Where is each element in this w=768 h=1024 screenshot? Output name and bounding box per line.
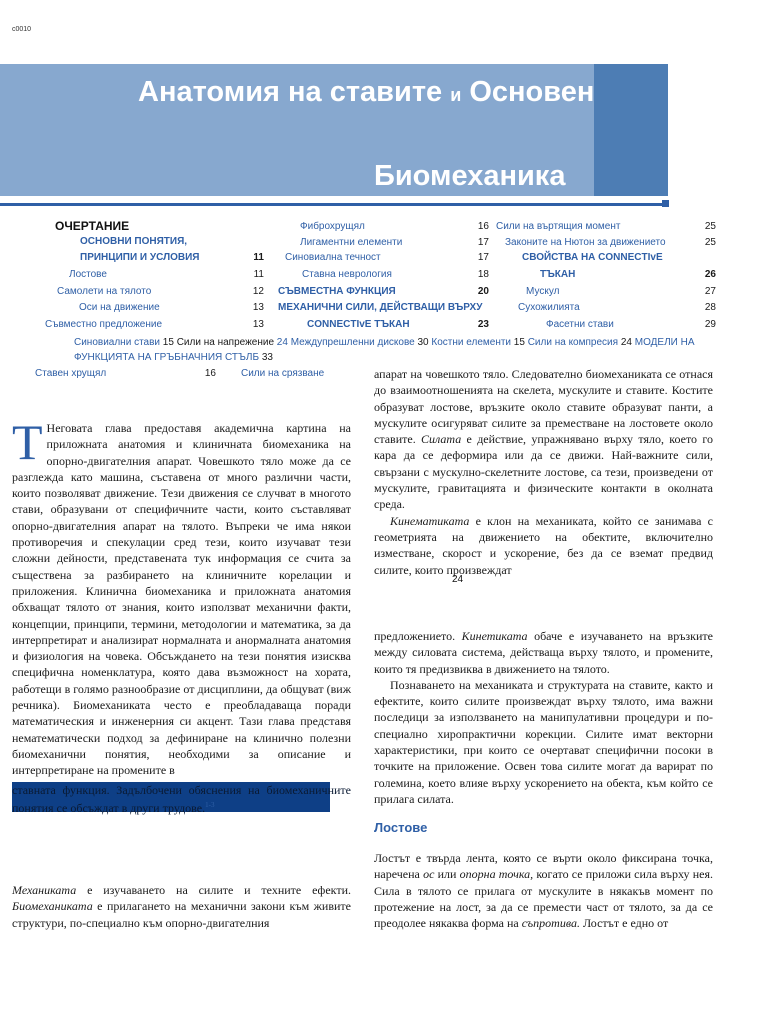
term-axis: ос: [423, 867, 435, 882]
outline-entry[interactable]: ОСНОВНИ ПОНЯТИЯ,: [80, 236, 188, 247]
definition-text: е изучаването на силите и техните ефекти.: [76, 883, 351, 897]
term-pivot: опорна точка,: [459, 867, 534, 882]
outline-entry[interactable]: СЪВМЕСТНА ФУНКЦИЯ: [278, 286, 396, 297]
body-text: Лостът е едно от: [579, 916, 669, 931]
title-part2: Основен: [469, 76, 595, 108]
term-kinetics: Кинетиката: [461, 629, 528, 643]
outline-page: 25: [704, 221, 716, 232]
body-text: е действие, упражнявано върху тяло, което го кара да се деформира или да се движи. Най-важните сили, свързани с мускулно-скелетните лостове, са тези, произведени от мускулите, гравитацията и физическите контакти в околната среда.: [374, 432, 714, 512]
definition-text: е прилагането на механични закони към живите структури, по-специално към опорно-двигателния: [12, 899, 351, 930]
outline-entry[interactable]: Ставен хрущял: [35, 368, 107, 379]
outline-page: 17: [477, 237, 489, 248]
intro-paragraph: [12, 414, 351, 778]
outline-page: 15: [162, 337, 174, 348]
outline-entry[interactable]: Фиброхрущял: [300, 221, 365, 232]
outline-entry[interactable]: СВОЙСТВА НА CONNECTIvE: [522, 252, 663, 263]
body-text: апарат на човешкото тяло. Следователно биомеханиката се отнася до взаимоотношенията на скелета, мускулите и ставите. Костите образуват лостове, връзките около ставите образуват панти, а мускулите осигуряват силите за преместване на лостовете около ставите.: [374, 367, 713, 447]
body-text: когато се приложи сила върху нея. Сила в тялото се прилага от мускулите в някакъв момент по протежение на лост, за да се премести част от тялото, за да се преодолее някаква форма на: [374, 867, 713, 931]
title-banner-accent: [594, 64, 668, 196]
outline-entry[interactable]: ТЪКАН: [540, 269, 576, 280]
outline-page: 12: [252, 286, 264, 297]
outline-page: 26: [704, 269, 716, 280]
outline-entry[interactable]: Сили на срязване: [241, 368, 325, 379]
outline-page: 13: [252, 319, 264, 330]
outline-page: 27: [704, 286, 716, 297]
outline-page: 33: [261, 352, 273, 363]
section-heading-levers: Лостове: [374, 820, 428, 835]
outline-entry[interactable]: Сухожилията: [518, 302, 580, 313]
term-kinematics: Кинематиката: [390, 513, 470, 528]
outline-page: 23: [477, 319, 489, 330]
right-column-text: [374, 628, 713, 807]
outline-page: 11: [253, 269, 264, 280]
body-text: Лостът е твърда лента, която се върти около фиксирана точка, наречена: [374, 851, 713, 882]
title-underline: [0, 203, 668, 206]
outline-heading: ОЧЕРТАНИЕ: [55, 219, 130, 233]
outline-entry[interactable]: Сили на компресия: [527, 337, 619, 348]
outline-page: 30: [417, 337, 429, 348]
outline-page: 18: [477, 269, 489, 280]
intro-refs[interactable]: 1-3: [205, 801, 215, 809]
term-resistance: съпротива.: [521, 916, 580, 931]
title-part1: Анатомия на ставите: [138, 76, 443, 108]
body-text: Познаването на механиката и структурата на ставите, както и ефектите, които силите произвеждат върху тялото, има важни последици за използването на манипулативни процедури и по-специално хиропрактични корекции. Силите имат векторни характеристики, при които се очертават специфични посоки в точките на приложение. Освен това силите могат да варират по големина, което влияе върху ускорението на обекта, към който се прилага силата.: [374, 677, 713, 806]
outline-entry[interactable]: Сили на въртящия момент: [496, 221, 621, 232]
outline-entry[interactable]: Законите на Нютон за движението: [505, 237, 666, 248]
outline-page: 17: [477, 252, 489, 263]
outline-page: 20: [477, 286, 489, 297]
outline-entry[interactable]: ПРИНЦИПИ И УСЛОВИЯ: [80, 252, 200, 263]
page-code: c0010: [12, 26, 32, 33]
outline-entry[interactable]: Костни елементи: [431, 337, 512, 348]
chapter-title-line1: [138, 76, 594, 109]
highlighted-text: [12, 783, 351, 816]
outline-entry[interactable]: Фасетни стави: [546, 319, 614, 330]
outline-page: 13: [252, 302, 264, 313]
title-underline-end: [662, 200, 669, 207]
levers-paragraph: [374, 850, 713, 931]
intro-text: Неговата глава предоставя академична картина на приложната анатомия и клиничната биомеханика на опорно-двигателния апарат. Човешкото тяло може да се разглежда като машина, съставена от много различни части, които позволяват движение. Тези движения се случват в многото стави, образувани от специфичните части, които съставляват опорно-двигателния апарат на тялото. Въпреки че има някои противоречия и спекулации сред тези, които изучават тези сложни дейности, представената тук информация се счита за съществена за разбирането на клиничните корелации и приложения. Клинична биомеханика и приложната анатомия обхващат тялото от знания, които използват механични факти, концепции, принципи, термини, методологии и математика, за да интерпретират и анализират нормалната и анормалната анатомия и физиология на човека. Обсъждането на тези понятия изисква специфична номенклатура, която дава възможност на хората, работещи в голямо разнообразие от дисциплини, да общуват (виж речника). Биомеханиката често е преобладаваща поради математическия и инженерния си акцент. Тази глава представя нематематически подход за дефиниране на клинично полезни биомеханични понятия, необходими за описание и интерпретиране на промените в: [12, 421, 351, 778]
outline-entry[interactable]: Съвместно предложение: [45, 319, 163, 330]
body-text: или: [434, 867, 460, 882]
term-biomechanics: Биомеханиката: [12, 899, 93, 914]
outline-entry[interactable]: МЕХАНИЧНИ СИЛИ, ДЕЙСТВАЩИ ВЪРХУ: [278, 302, 483, 313]
outline-entry[interactable]: Синовиални стави: [74, 337, 161, 348]
right-column-text: [374, 366, 713, 578]
reference-marker[interactable]: 24: [452, 574, 464, 585]
outline-entry[interactable]: Оси на движение: [79, 302, 160, 313]
outline-page: 11: [253, 252, 264, 263]
outline-entry[interactable]: Лигаментни елементи: [300, 237, 403, 248]
outline-entry[interactable]: Мускул: [526, 286, 560, 297]
outline-entry[interactable]: CONNECTIvE ТЪКАН: [307, 319, 410, 330]
intro-text-highlighted: ставната функция. Задълбочени обяснения на биомеханичните понятия се обсъждат в други трудове.: [12, 783, 351, 815]
term-mechanics: Механиката: [12, 883, 77, 897]
outline-entry[interactable]: Самолети на тялото: [57, 286, 152, 297]
outline-page: 28: [704, 302, 716, 313]
body-text: е клон на механиката, който се занимава с геометрията на движението на обектите, включително изместване, скорост и ускорение, без да се вземат предвид силите, които произвеждат: [374, 513, 713, 577]
outline-entry[interactable]: Сили на напрежение: [176, 337, 275, 348]
outline-page: 24: [620, 337, 632, 348]
outline-page: 16: [204, 368, 216, 379]
outline-entry[interactable]: Синовиална течност: [285, 252, 381, 263]
outline-entry[interactable]: ФУНКЦИЯТА НА ГРЪБНАЧНИЯ СТЪЛБ: [74, 352, 260, 363]
outline-page: 16: [477, 221, 489, 232]
title-connector: и: [450, 85, 462, 105]
chapter-title-line2: Биомеханика: [374, 160, 566, 192]
outline-entry[interactable]: МОДЕЛИ НА: [634, 337, 695, 348]
outline-run-on: [74, 335, 724, 365]
outline-entry[interactable]: 24 Междупрешленни дискове: [276, 337, 415, 348]
outline-page: 29: [704, 319, 716, 330]
term-force: Силата: [421, 432, 462, 447]
body-text: предложението.: [374, 629, 462, 643]
outline-entry[interactable]: Ставна неврология: [302, 269, 392, 280]
definitions-paragraph: [12, 882, 351, 931]
outline-page: 25: [704, 237, 716, 248]
body-text: обаче е изучаването на връзките между силовата система, действаща върху тялото, и промените, които тя предизвиква в движението на тялото.: [374, 629, 713, 676]
drop-cap: Т: [12, 414, 43, 470]
outline-page: 15: [513, 337, 525, 348]
outline-entry[interactable]: Лостове: [69, 269, 107, 280]
